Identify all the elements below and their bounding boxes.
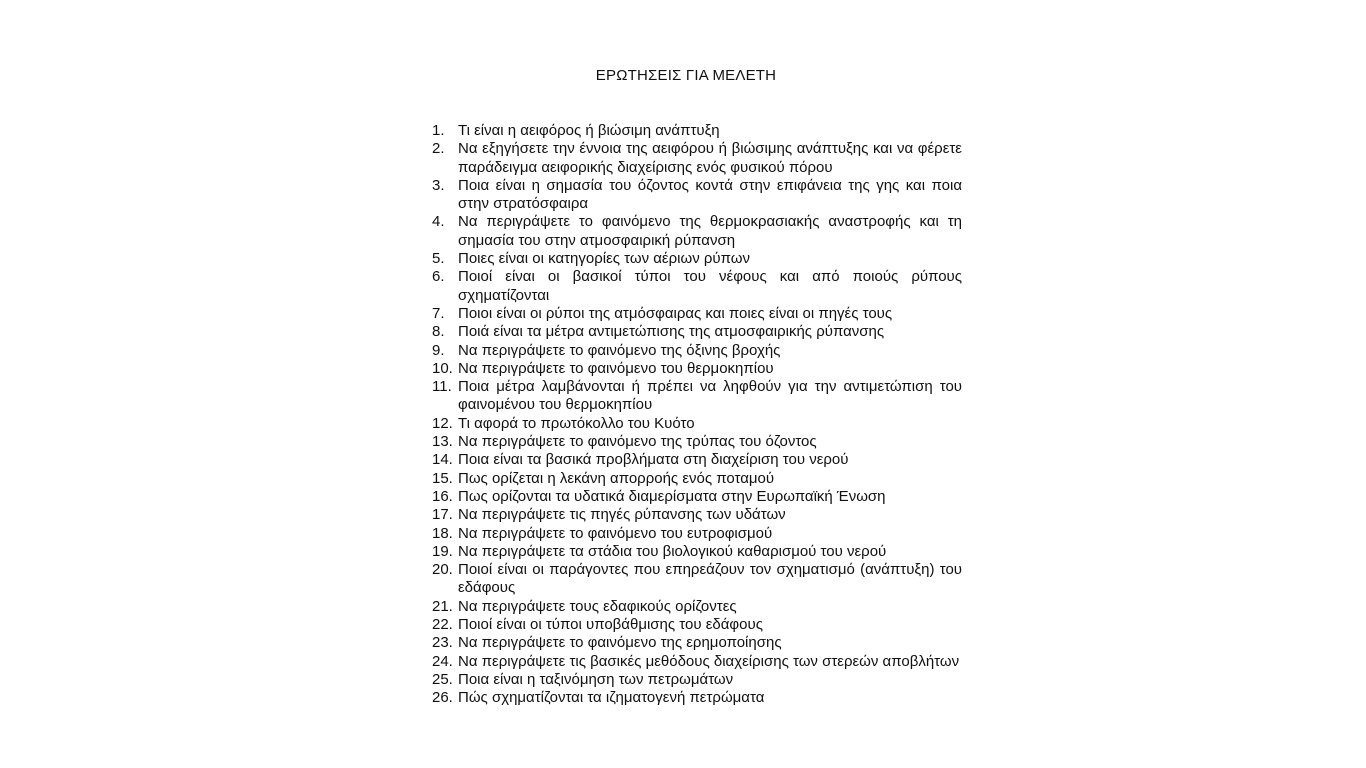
question-item [432, 616, 962, 634]
question-list [432, 122, 962, 708]
question-text: Να περιγράψετε το φαινόμενο του ευτροφισμού [458, 524, 773, 542]
question-number: 22. [432, 616, 453, 634]
question-text: Να περιγράψετε το φαινόμενο της τρύπας του όζοντος [458, 433, 817, 451]
question-number: 24. [432, 652, 453, 670]
document-title: ΕΡΩΤΗΣΕΙΣ ΓΙΑ ΜΕΛΕΤΗ [595, 67, 777, 84]
question-number: 8. [432, 323, 445, 341]
question-number: 5. [432, 250, 445, 268]
question-item [432, 598, 962, 616]
question-text: Ποιοί είναι οι παράγοντες που επηρεάζουν τον σχηματισμό (ανάπτυξη) του εδάφους [458, 561, 962, 597]
question-text: Ποια είναι η ταξινόμηση των πετρωμάτων [458, 670, 734, 688]
question-item [432, 525, 962, 543]
question-text: Ποια μέτρα λαμβάνονται ή πρέπει να ληφθούν για την αντιμετώπιση του φαινομένου του θερμοκηπίου [458, 378, 962, 414]
question-number: 3. [432, 176, 445, 194]
question-text: Ποια είναι τα βασικά προβλήματα στη διαχείριση του νερού [458, 451, 849, 469]
question-number: 21. [432, 597, 453, 615]
question-number: 1. [432, 122, 445, 139]
question-item [432, 561, 962, 598]
question-number: 26. [432, 689, 453, 707]
question-number: 20. [432, 561, 453, 579]
question-item [432, 653, 962, 671]
question-number: 6. [432, 268, 445, 286]
question-text: Πως ορίζεται η λεκάνη απορροής ενός ποταμού [458, 469, 775, 487]
question-item [432, 378, 962, 415]
question-number: 17. [432, 506, 453, 524]
question-number: 11. [432, 378, 452, 396]
question-item [432, 305, 962, 323]
question-number: 14. [432, 451, 453, 469]
question-item [432, 360, 962, 378]
question-text: Να περιγράψετε το φαινόμενο της ερημοποίησης [458, 634, 782, 652]
question-text: Ποιοί είναι οι τύποι υποβάθμισης του εδάφους [458, 616, 763, 634]
question-text: Να εξηγήσετε την έννοια της αειφόρου ή βιώσιμης ανάπτυξης και να φέρετε παράδειγμα αειφορικής διαχείρισης ενός φυσικού πόρου [458, 140, 962, 176]
question-text: Τι αφορά το πρωτόκολλο του Κυότο [458, 414, 695, 432]
question-item [432, 470, 962, 488]
question-item [432, 634, 962, 652]
question-item [432, 415, 962, 433]
question-item [432, 543, 962, 561]
question-number: 25. [432, 670, 453, 688]
question-text: Πώς σχηματίζονται τα ιζηματογενή πετρώματα [458, 689, 765, 707]
question-text: Ποια είναι η σημασία του όζοντος κοντά στην επιφάνεια της γης και ποια στην στρατόσφαιρα [458, 176, 962, 213]
question-item [432, 342, 962, 360]
question-text: Να περιγράψετε το φαινόμενο του θερμοκηπίου [458, 359, 774, 377]
question-number: 7. [432, 304, 445, 322]
question-number: 15. [432, 469, 453, 487]
question-number: 10. [432, 359, 453, 377]
question-item [432, 488, 962, 506]
question-item [432, 506, 962, 524]
question-text: Ποιά είναι τα μέτρα αντιμετώπισης της ατμοσφαιρικής ρύπανσης [458, 323, 885, 341]
question-number: 12. [432, 414, 453, 432]
question-number: 13. [432, 433, 453, 451]
question-text: Τι είναι η αειφόρος ή βιώσιμη ανάπτυξη [458, 122, 720, 139]
question-text: Να περιγράψετε το φαινόμενο της θερμοκρασιακής αναστροφής και τη σημασία του στην ατμοσφαιρική ρύπανση [458, 213, 962, 249]
question-text: Ποιοι είναι οι ρύποι της ατμόσφαιρας και ποιες είναι οι πηγές τους [458, 304, 893, 322]
question-item [432, 213, 962, 250]
question-number: 18. [432, 524, 453, 542]
question-item [432, 323, 962, 341]
question-text: Ποιοί είναι οι βασικοί τύποι του νέφους και από ποιούς ρύπους σχηματίζονται [458, 268, 962, 304]
question-text: Ποιες είναι οι κατηγορίες των αέριων ρύπων [458, 250, 750, 268]
question-text: Πως ορίζονται τα υδατικά διαμερίσματα στην Ευρωπαϊκή Ένωση [458, 487, 886, 505]
question-number: 16. [432, 487, 453, 505]
question-text: Να περιγράψετε τις πηγές ρύπανσης των υδάτων [458, 506, 786, 524]
question-text: Να περιγράψετε τους εδαφικούς ορίζοντες [458, 597, 737, 615]
question-item [432, 177, 962, 214]
question-item [432, 140, 962, 177]
question-number: 23. [432, 634, 453, 652]
question-item [432, 671, 962, 689]
question-number: 4. [432, 213, 445, 231]
question-number: 2. [432, 140, 445, 158]
question-item [432, 451, 962, 469]
question-number: 9. [432, 341, 445, 359]
question-number: 19. [432, 542, 453, 560]
question-item [432, 122, 962, 140]
question-item [432, 268, 962, 305]
question-text: Να περιγράψετε τα στάδια του βιολογικού καθαρισμού του νερού [458, 542, 887, 560]
question-item [432, 433, 962, 451]
question-item [432, 250, 962, 268]
question-text: Να περιγράψετε τις βασικές μεθόδους διαχείρισης των στερεών αποβλήτων [458, 652, 960, 670]
question-item [432, 689, 962, 707]
question-text: Να περιγράψετε το φαινόμενο της όξινης βροχής [458, 341, 781, 359]
